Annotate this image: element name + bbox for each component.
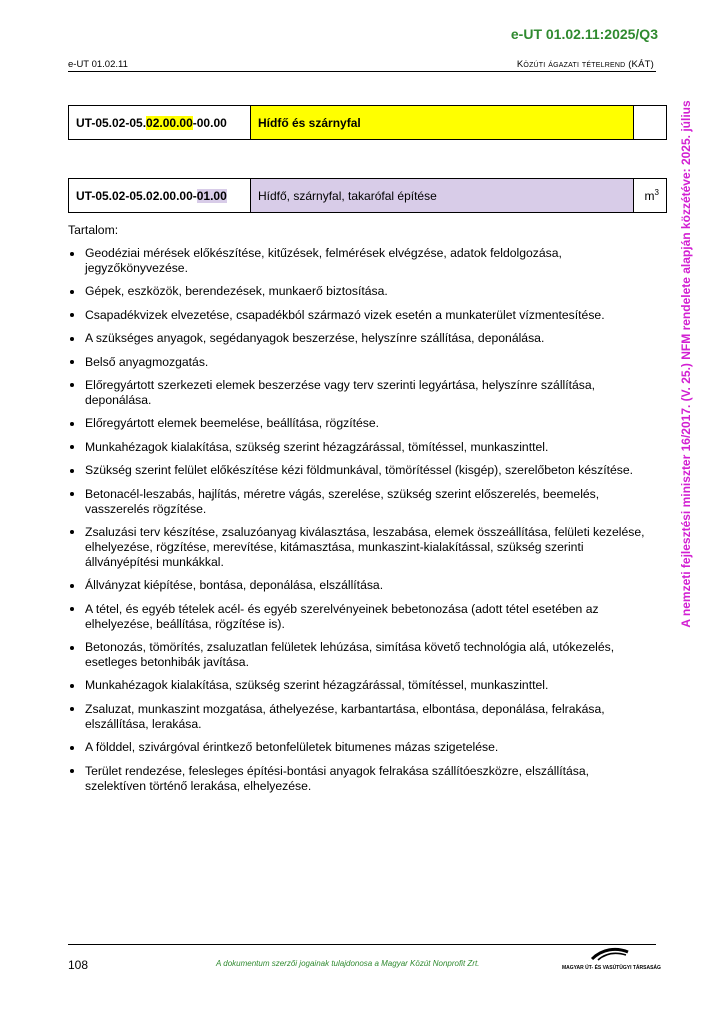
item-code (69, 179, 251, 213)
list-item: Előregyártott szerkezeti elemek beszerzése vagy terv szerinti legyártása, helyszínre szállítása, deponálása. (68, 378, 648, 408)
document-id: e-UT 01.02.11:2025/Q3 (510, 26, 658, 42)
list-item: Betonozás, tömörítés, zsaluzatlan felületek lehúzása, simítása követő technológia alá, utókezelés, esetleges betonhibák javítása. (68, 640, 648, 670)
list-item: A tétel, és egyéb tételek acél- és egyéb szerelvényeinek bebetonozása (adott tétel esetében az elhelyezése, beállítása, rögzítése is). (68, 602, 648, 632)
page-number: 108 (68, 958, 89, 972)
footer-divider (68, 944, 656, 945)
contents-section (68, 223, 648, 802)
list-item: Csapadékvizek elvezetése, csapadékból származó vizek esetén a munkaterület vízmentesítése. (68, 308, 648, 323)
code-prefix: UT-05.02-05. (76, 115, 147, 130)
item-group-title: Hídfő és szárnyfal (251, 106, 634, 140)
list-item: Terület rendezése, felesleges építési-bontási anyagok felrakása szállítóeszközre, elszállítása, szelektíven történő lerakása, elhelyezése. (68, 764, 648, 794)
item-group-table (68, 105, 667, 140)
side-publication-note-text: A nemzeti fejlesztési miniszter 16/2017. (V. 25.) NFM rendelete alapján közzétéve: 2025. július (679, 100, 693, 628)
contents-list (68, 246, 648, 794)
contents-label: Tartalom: (68, 223, 119, 237)
code-highlight: 02.00.00 (146, 115, 193, 130)
code-prefix: UT-05.02-05.02.00.00- (76, 188, 197, 203)
list-item: A földdel, szivárgóval érintkező betonfelületek bitumenes mázas szigetelése. (68, 740, 648, 755)
header-divider (68, 71, 656, 72)
list-item: Zsaluzat, munkaszint mozgatása, áthelyezése, karbantartása, elbontása, deponálása, felrakása, elszállítása, lerakása. (68, 702, 648, 732)
list-item: Szükség szerint felület előkészítése kézi földmunkával, tömörítéssel (kisgép), szerelőbeton készítése. (68, 463, 648, 478)
road-swoosh-icon (590, 947, 630, 961)
organization-logo (562, 947, 661, 971)
item-title: Hídfő, szárnyfal, takarófal építése (251, 179, 634, 213)
code-suffix: -00.00 (192, 115, 227, 130)
list-item: Munkahézagok kialakítása, szükség szerint hézagzárással, tömítéssel, munkaszinttel. (68, 678, 648, 693)
unit-exponent: 3 (654, 188, 659, 197)
copyright-note: A dokumentum szerzői jogainak tulajdonosa a Magyar Közút Nonprofit Zrt. (216, 959, 480, 968)
logo-text: MAGYAR ÚT- ÉS VASÚTÜGYI TÁRSASÁG (562, 965, 661, 971)
list-item: Zsaluzási terv készítése, zsaluzóanyag kiválasztása, leszabása, elemek összeállítása, felületi kezelése, elhelyezése, rögzítése, merevítése, kitámasztása, munkaszint-kialakítással, szükség szerinti állványépítési munkákkal. (68, 525, 648, 570)
item-unit (634, 179, 667, 213)
list-item: Munkahézagok kialakítása, szükség szerint hézagzárással, tömítéssel, munkaszinttel. (68, 440, 648, 455)
code-highlight: 01.00 (196, 188, 227, 203)
list-item: Állványzat kiépítése, bontása, deponálása, elszállítása. (68, 578, 648, 593)
item-group-row (69, 106, 667, 140)
unit-base: m (644, 189, 655, 203)
item-row (69, 179, 667, 213)
list-item: A szükséges anyagok, segédanyagok beszerzése, helyszínre szállítása, deponálása. (68, 331, 648, 346)
list-item: Betonacél-leszabás, hajlítás, méretre vágás, szerelése, szükség szerint előszerelés, beemelés, vasszerelés rögzítése. (68, 487, 648, 517)
item-group-unit (634, 106, 667, 140)
list-item: Belső anyagmozgatás. (68, 355, 648, 370)
list-item: Gépek, eszközök, berendezések, munkaerő biztosítása. (68, 284, 648, 299)
list-item: Előregyártott elemek beemelése, beállítása, rögzítése. (68, 416, 648, 431)
header-right-label: Közúti ágazati tételrend (KÁT) (516, 59, 654, 70)
item-group-code (69, 106, 251, 140)
item-table (68, 178, 667, 213)
list-item: Geodéziai mérések előkészítése, kitűzések, felmérések elvégzése, adatok feldolgozása, jegyzőkönyvezése. (68, 246, 648, 276)
header-left-label: e-UT 01.02.11 (68, 59, 128, 70)
